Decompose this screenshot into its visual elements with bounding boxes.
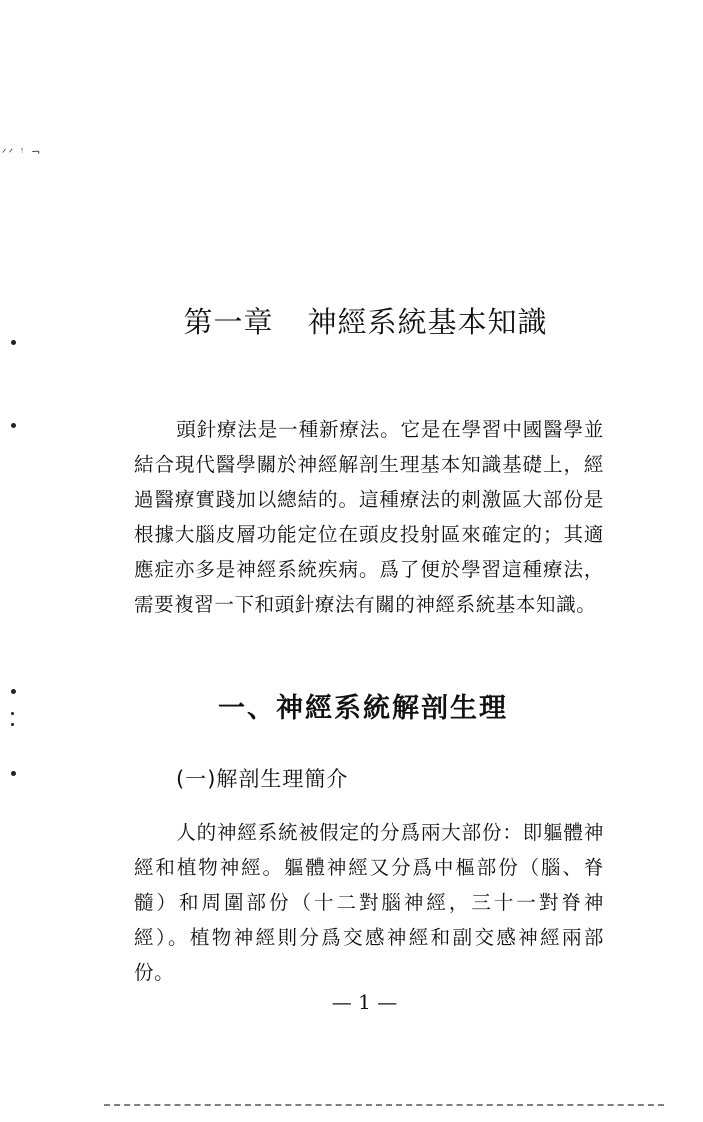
margin-dot bbox=[11, 423, 16, 428]
margin-dot bbox=[11, 723, 14, 726]
chapter-number: 第一章 bbox=[183, 305, 274, 339]
intro-paragraph-block bbox=[134, 412, 604, 622]
chapter-name: 神經系統基本知識 bbox=[307, 305, 548, 339]
margin-dot bbox=[11, 712, 14, 715]
subsection-title: (一)解剖生理簡介 bbox=[176, 767, 349, 791]
scan-corner-mark: ᐟᐟ ꜝ ¬ bbox=[1, 145, 43, 160]
margin-dot bbox=[11, 771, 16, 776]
section-title: 一、神經系統解剖生理 bbox=[218, 693, 508, 724]
scan-edge-line bbox=[104, 1104, 664, 1106]
page-number: — 1 — bbox=[331, 990, 398, 1014]
intro-paragraph: 頭針療法是一種新療法。它是在學習中國醫學並結合現代醫學關於神經解剖生理基本知識基礎上，經過醫療實踐加以總結的。這種療法的刺激區大部份是根據大腦皮層功能定位在頭皮投射區來確定的；其適應症亦多是神經系統疾病。爲了便於學習這種療法，需要複習一下和頭針療法有關的神經系統基本知識。 bbox=[134, 418, 604, 616]
body-paragraph: 人的神經系統被假定的分爲兩大部份：即軀體神經和植物神經。軀體神經又分爲中樞部份（腦、脊髓）和周圍部份（十二對腦神經，三十一對脊神經）。植物神經則分爲交感神經和副交感神經兩部份。 bbox=[134, 821, 604, 984]
body-paragraph-block bbox=[134, 815, 604, 990]
margin-dot bbox=[11, 689, 16, 694]
chapter-title bbox=[0, 300, 703, 341]
